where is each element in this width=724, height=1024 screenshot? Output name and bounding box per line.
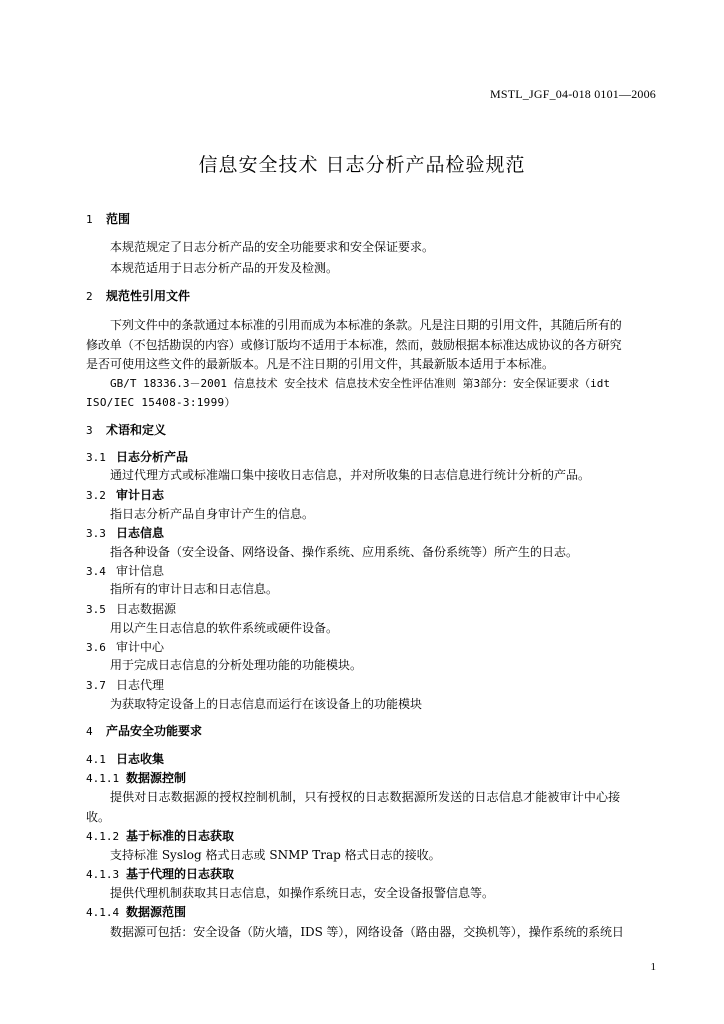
subsection-heading — [86, 752, 164, 767]
term-number: 3.2 — [86, 489, 106, 502]
paragraph: 提供代理机制获取其日志信息，如操作系统日志，安全设备报警信息等。 — [110, 886, 495, 900]
term-heading — [86, 678, 164, 693]
page-number: 1 — [650, 961, 656, 973]
term-definition: 指各种设备（安全设备、网络设备、操作系统、应用系统、备份系统等）所产生的日志。 — [110, 545, 579, 559]
term-heading — [86, 450, 188, 465]
term-number: 3.5 — [86, 603, 106, 616]
section-title: 范围 — [106, 212, 131, 226]
paragraph-line: 下列文件中的条款通过本标准的引用而成为本标准的条款。凡是注日期的引用文件，其随后所有的 — [110, 318, 622, 332]
subsection-title: 日志收集 — [116, 752, 165, 766]
doc-code: MSTL_JGF_04-018 0101—2006 — [489, 87, 656, 101]
term-definition: 用于完成日志信息的分析处理功能的功能模块。 — [110, 658, 363, 672]
term-definition: 用以产生日志信息的软件系统或硬件设备。 — [110, 621, 339, 635]
paragraph: 本规范规定了日志分析产品的安全功能要求和安全保证要求。 — [110, 240, 435, 254]
term-name: 日志数据源 — [116, 602, 177, 616]
term-name: 审计中心 — [116, 640, 165, 654]
subsection-number: 4.1.4 — [86, 906, 120, 919]
subsection-title: 数据源范围 — [126, 905, 187, 919]
paragraph-line: 收。 — [86, 810, 111, 824]
term-definition: 指日志分析产品自身审计产生的信息。 — [110, 507, 315, 521]
subsection-number: 4.1.3 — [86, 868, 120, 881]
section-number: 3 — [86, 424, 93, 437]
subsection-number: 4.1.1 — [86, 772, 120, 785]
paragraph: 支持标准 Syslog 格式日志或 SNMP Trap 格式日志的接收。 — [110, 848, 441, 862]
section-title: 产品安全功能要求 — [106, 724, 203, 738]
document-title: 信息安全技术 日志分析产品检验规范 — [198, 154, 526, 176]
section-number: 1 — [86, 213, 93, 226]
section-title: 术语和定义 — [106, 423, 167, 437]
paragraph-line: 是否可使用这些文件的最新版本。凡是不注日期的引用文件，其最新版本适用于本标准。 — [86, 357, 555, 371]
paragraph: 本规范适用于日志分析产品的开发及检测。 — [110, 261, 339, 275]
term-name: 日志分析产品 — [116, 450, 189, 464]
subsection-heading — [86, 771, 186, 786]
section-number: 4 — [86, 725, 93, 738]
subsection-title: 基于标准的日志获取 — [126, 829, 235, 843]
reference-line: GB/T 18336.3－2001 信息技术 安全技术 信息技术安全性评估准则 第3部分：安全保证要求（idt — [110, 377, 610, 390]
term-definition: 通过代理方式或标准端口集中接收日志信息，并对所收集的日志信息进行统计分析的产品。 — [110, 468, 591, 482]
section-number: 2 — [86, 290, 93, 303]
term-number: 3.7 — [86, 679, 106, 692]
section-4-heading — [86, 724, 202, 739]
reference-line: ISO/IEC 15408-3:1999） — [86, 396, 236, 409]
term-name: 日志代理 — [116, 678, 165, 692]
section-title: 规范性引用文件 — [106, 289, 191, 303]
subsection-heading — [86, 867, 234, 882]
term-name: 审计日志 — [116, 488, 165, 502]
subsection-heading — [86, 905, 186, 920]
subsection-heading — [86, 829, 234, 844]
subsection-title: 数据源控制 — [126, 771, 187, 785]
term-heading — [86, 526, 164, 541]
subsection-number: 4.1.2 — [86, 830, 120, 843]
subsection-title: 基于代理的日志获取 — [126, 867, 235, 881]
paragraph-line: 修改单（不包括勘误的内容）或修订版均不适用于本标准，然而，鼓励根据本标准达成协议的各方研究 — [86, 338, 622, 352]
subsection-number: 4.1 — [86, 753, 106, 766]
term-definition: 指所有的审计日志和日志信息。 — [110, 582, 279, 596]
term-number: 3.1 — [86, 451, 106, 464]
term-heading — [86, 564, 164, 579]
term-number: 3.6 — [86, 641, 106, 654]
term-definition: 为获取特定设备上的日志信息而运行在该设备上的功能模块 — [110, 697, 423, 711]
section-2-heading — [86, 289, 190, 304]
term-name: 审计信息 — [116, 564, 165, 578]
term-name: 日志信息 — [116, 526, 165, 540]
section-1-heading — [86, 212, 130, 227]
section-3-heading — [86, 423, 166, 438]
paragraph-line: 提供对日志数据源的授权控制机制，只有授权的日志数据源所发送的日志信息才能被审计中心接 — [110, 790, 621, 804]
term-heading — [86, 602, 176, 617]
term-number: 3.4 — [86, 565, 106, 578]
paragraph-line: 数据源可包括：安全设备（防火墙，IDS 等），网络设备（路由器，交换机等），操作系统的系统日 — [110, 925, 624, 939]
term-heading — [86, 640, 164, 655]
term-heading — [86, 488, 164, 503]
term-number: 3.3 — [86, 527, 106, 540]
